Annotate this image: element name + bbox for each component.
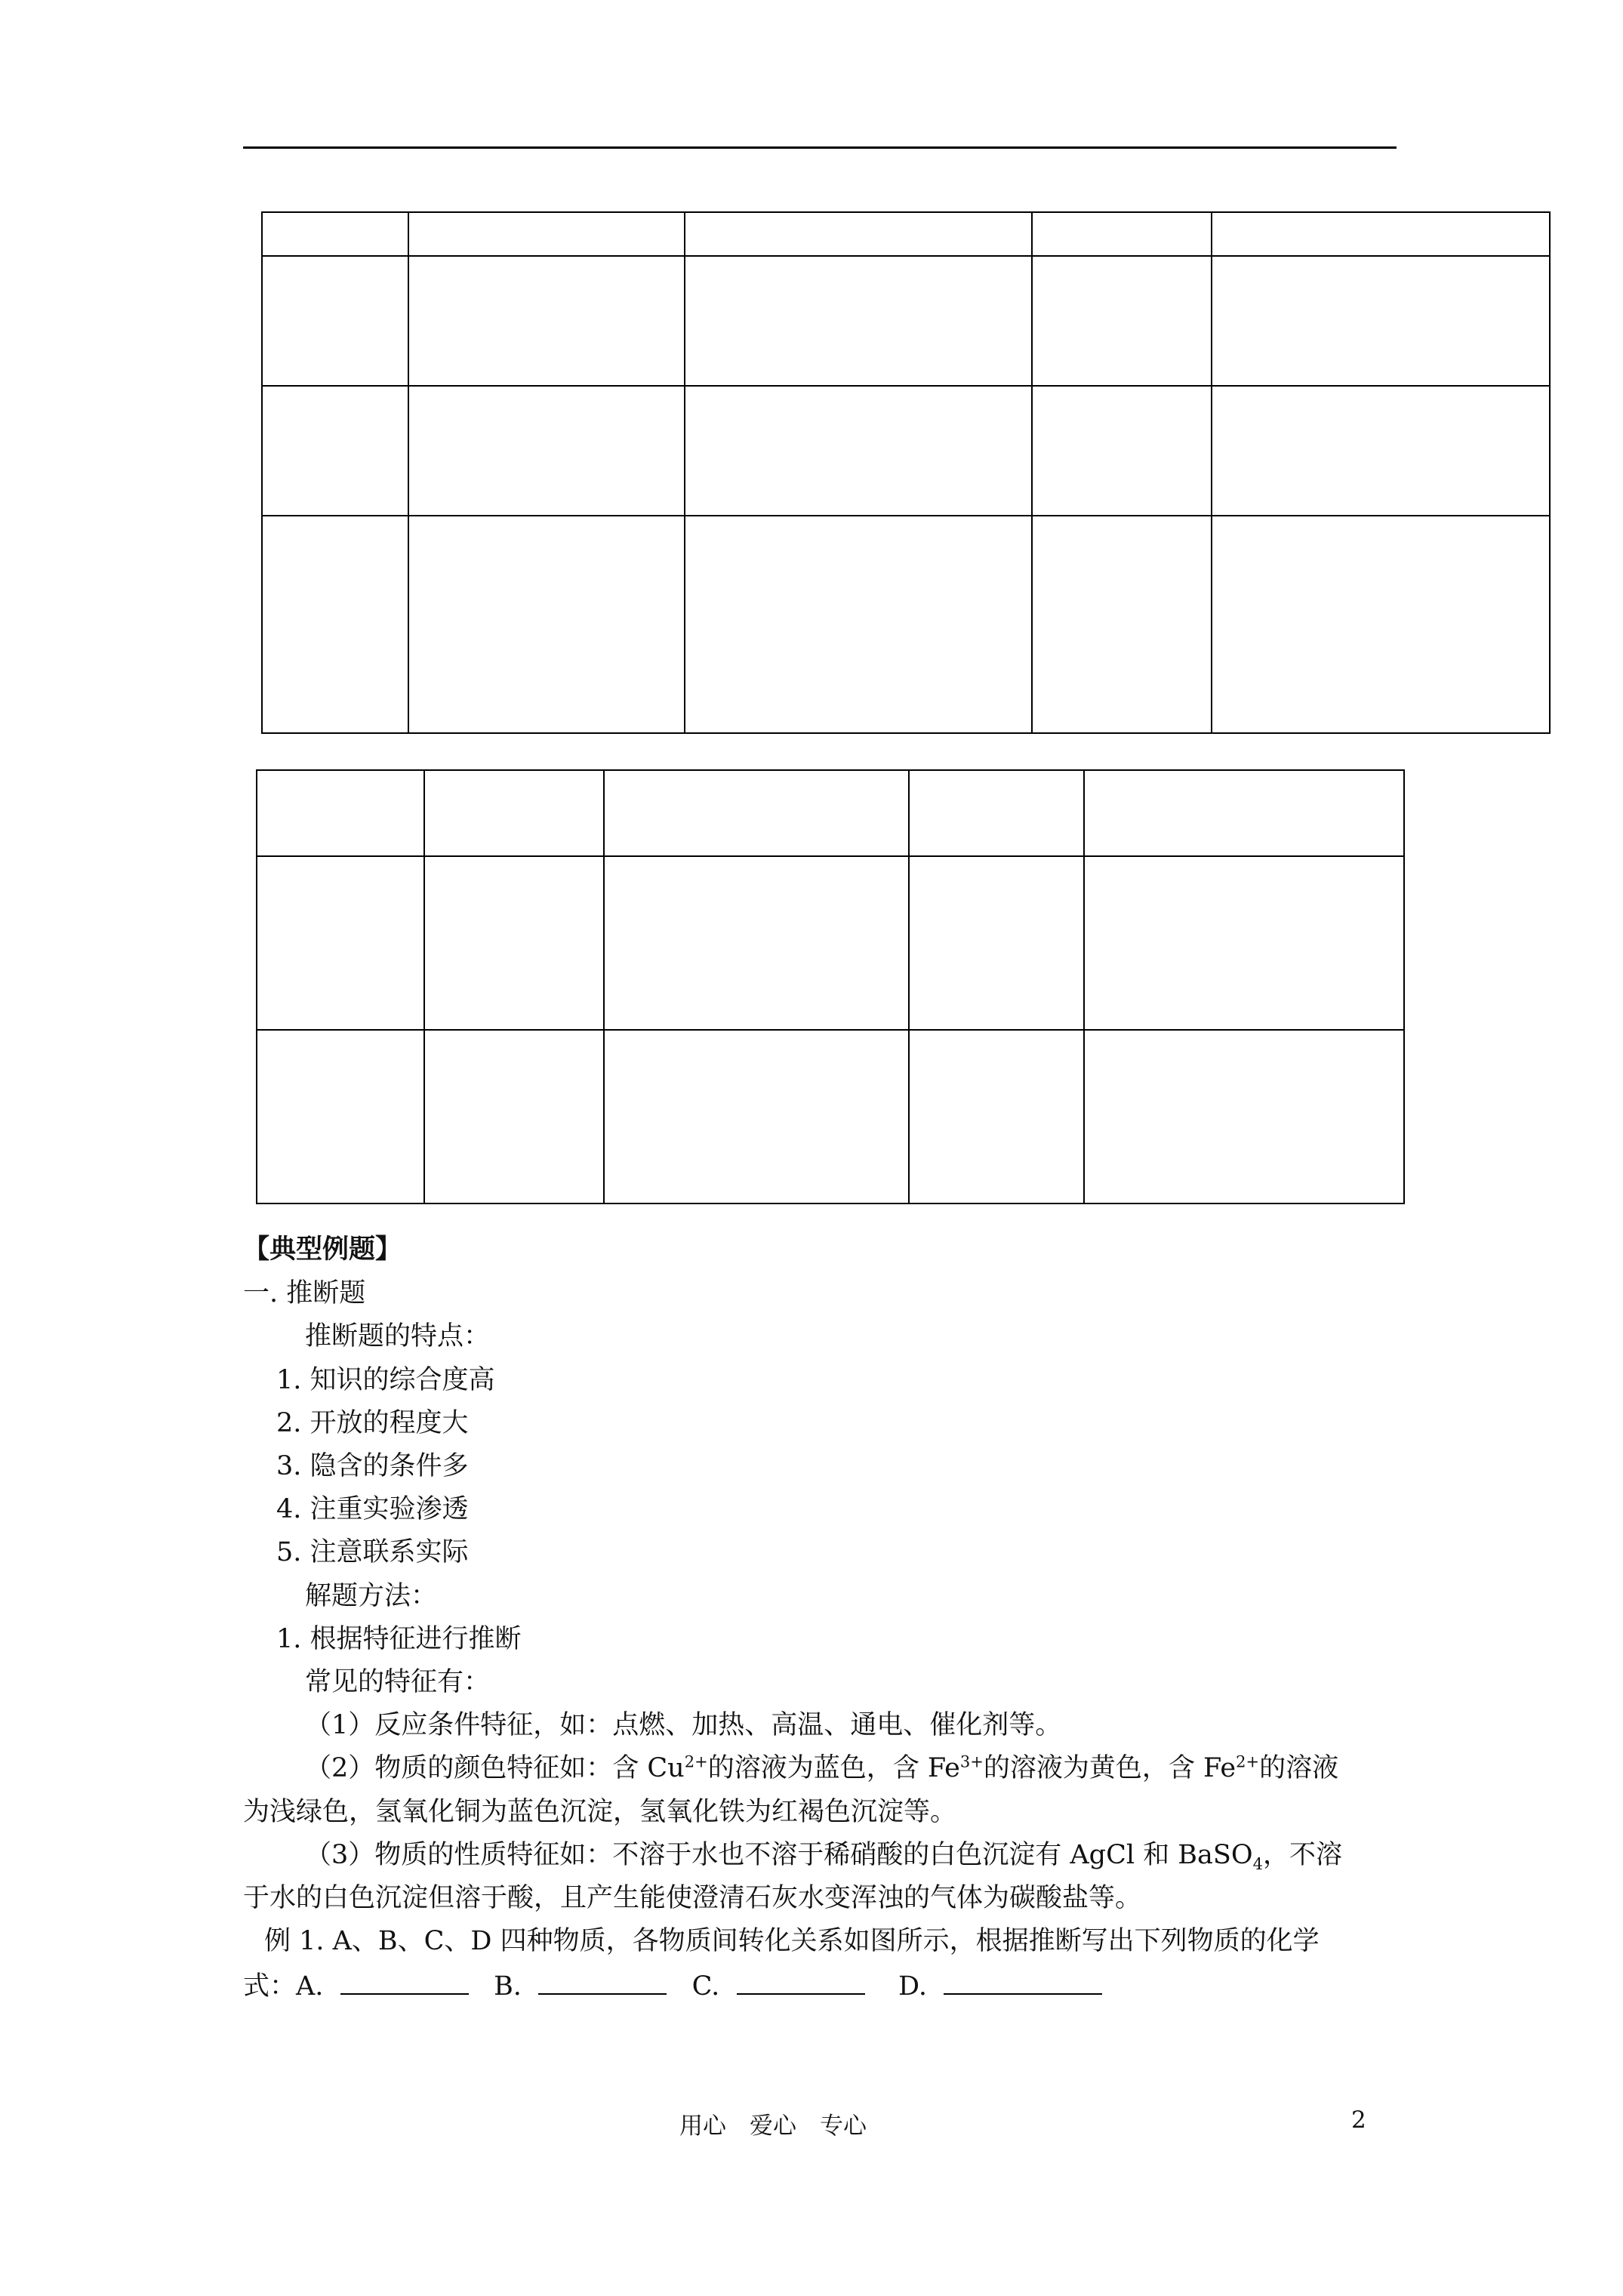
table-cell [604, 856, 909, 1030]
table-cell [408, 386, 685, 516]
table-row [262, 256, 1550, 386]
feature-property-line2: 于水的白色沉淀但溶于酸，且产生能使澄清石灰水变浑浊的气体为碳酸盐等。 [243, 1883, 1142, 1913]
table-cell [1212, 516, 1550, 733]
table-cell [262, 386, 408, 516]
feature-item: 5. 注意联系实际 [276, 1537, 469, 1567]
table-cell [424, 856, 604, 1030]
feature-item: 2. 开放的程度大 [276, 1408, 469, 1438]
part-one-heading: 一. 推断题 [243, 1278, 366, 1308]
feature-item: 3. 隐含的条件多 [276, 1451, 469, 1481]
answer-blank-c[interactable] [737, 1969, 865, 1995]
table-cell [685, 386, 1032, 516]
example-1-answers: 式：A. B. C. D. [243, 1969, 1102, 2002]
feature-color-line2: 为浅绿色，氢氧化铜为蓝色沉淀，氢氧化铁为红褐色沉淀等。 [243, 1797, 957, 1827]
answer-blank-d[interactable] [944, 1969, 1102, 1995]
table-row [262, 516, 1550, 733]
table-cell [604, 770, 909, 856]
table-row [257, 1030, 1404, 1203]
table-cell [1032, 516, 1212, 733]
table-cell [408, 212, 685, 256]
header-rule [243, 146, 1397, 149]
section-heading: 【典型例题】 [243, 1234, 402, 1265]
method-item: 1. 根据特征进行推断 [276, 1624, 522, 1654]
table-row [262, 212, 1550, 256]
table-cell [604, 1030, 909, 1203]
table-cell [1032, 212, 1212, 256]
table-cell [1212, 256, 1550, 386]
feature-item: 1. 知识的综合度高 [276, 1365, 495, 1395]
empty-table-1 [261, 211, 1551, 734]
answer-blank-b[interactable] [538, 1969, 667, 1995]
page-number: 2 [1351, 2106, 1366, 2134]
feature-color-line1: （2）物质的颜色特征如：含 $Cu^{2+}$的溶液为蓝色，含 $Fe^{3+}$的溶液为黄色，含 $Fe^{2+}$的溶液 [305, 1752, 1339, 1783]
feature-property-line1: （3）物质的性质特征如：不溶于水也不溶于稀硝酸的白色沉淀有 AgCl 和 BaSO$_4$，不溶 [305, 1840, 1342, 1873]
table-cell [909, 1030, 1084, 1203]
footer-motto: 用心 爱心 专心 [679, 2113, 867, 2140]
method-intro: 解题方法： [305, 1581, 438, 1611]
table-row [257, 856, 1404, 1030]
table-cell [685, 516, 1032, 733]
table-cell [909, 770, 1084, 856]
table-cell [262, 256, 408, 386]
table-cell [424, 770, 604, 856]
table-cell [424, 1030, 604, 1203]
table-cell [257, 1030, 424, 1203]
table-cell [408, 256, 685, 386]
table-cell [1032, 256, 1212, 386]
table-cell [262, 516, 408, 733]
table-cell [257, 856, 424, 1030]
features-intro: 推断题的特点： [305, 1321, 491, 1351]
table-row [262, 386, 1550, 516]
feature-item: 4. 注重实验渗透 [276, 1494, 469, 1524]
table-cell [1032, 386, 1212, 516]
empty-table-2 [256, 769, 1405, 1204]
table-cell [909, 856, 1084, 1030]
table-cell [1212, 212, 1550, 256]
table-cell [685, 256, 1032, 386]
table-row [257, 770, 1404, 856]
table-cell [1212, 386, 1550, 516]
table-cell [1084, 856, 1404, 1030]
common-features-label: 常见的特征有： [305, 1667, 491, 1697]
table-cell [408, 516, 685, 733]
example-1-question: 例 1. A、B、C、D 四种物质，各物质间转化关系如图所示，根据推断写出下列物质的化学 [264, 1926, 1320, 1956]
feature-condition: （1）反应条件特征，如：点燃、加热、高温、通电、催化剂等。 [305, 1710, 1062, 1740]
table-cell [257, 770, 424, 856]
answer-blank-a[interactable] [340, 1969, 469, 1995]
table-cell [1084, 770, 1404, 856]
table-cell [262, 212, 408, 256]
table-cell [685, 212, 1032, 256]
table-cell [1084, 1030, 1404, 1203]
